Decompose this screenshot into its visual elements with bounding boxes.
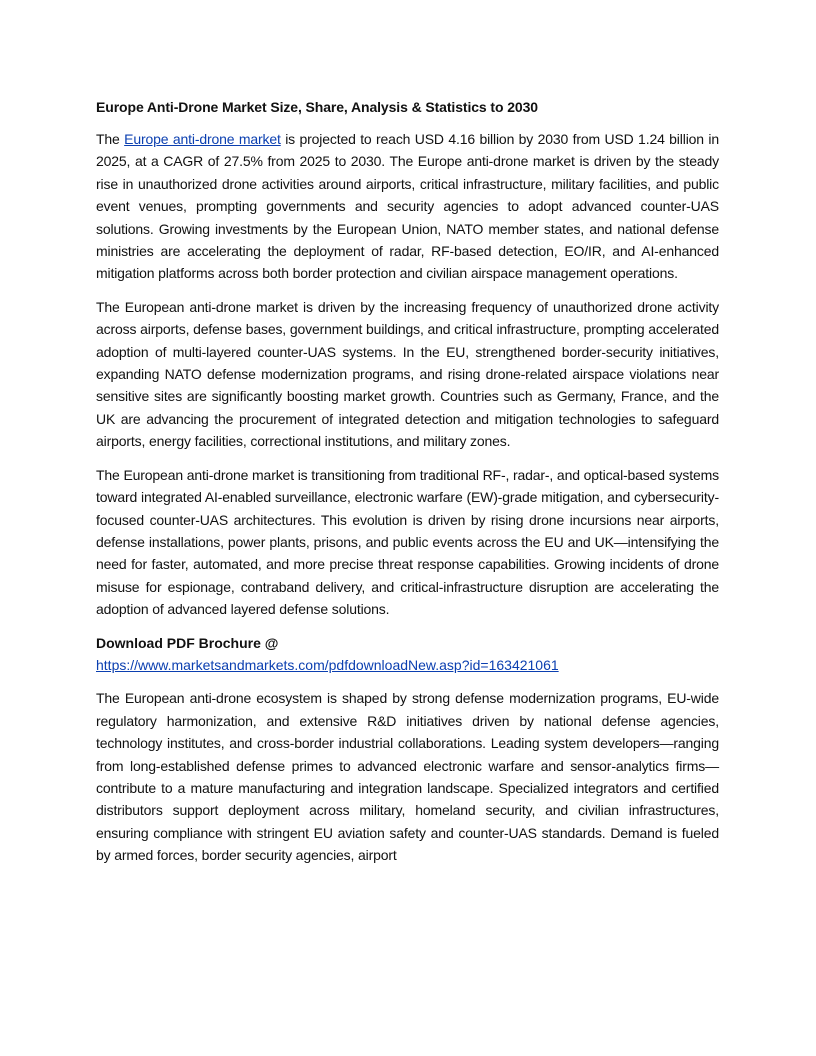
brochure-heading: Download PDF Brochure @ [96, 634, 279, 651]
intro-body: is projected to reach USD 4.16 billion by 2030 from USD 1.24 billion in 2025, at a CAGR of 27.5% from 2025 to 2030. The Europe anti-drone market is driven by the steady rise in unauthorized drone activities around airports, critical infrastructure, military facilities, and public event venues, prompting governments and security agencies to adopt advanced counter-UAS solutions. Growing investments by the European Union, NATO member states, and national defense ministries are accelerating the deployment of radar, RF-based detection, EO/IR, and AI-enhanced mitigation platforms across both border protection and civilian airspace management operations. [96, 131, 719, 282]
paragraph-ecosystem: The European anti-drone ecosystem is shaped by strong defense modernization programs, EU-wide regulatory harmonization, and extensive R&D initiatives driven by national defense agencies, technology institutes, and cross-border industrial collaborations. Leading system developers—ranging from long-established defense primes to advanced electronic warfare and sensor-analytics firms—contribute to a mature manufacturing and integration landscape. Specialized integrators and certified distributors support deployment across military, homeland security, and civilian infrastructures, ensuring compliance with stringent EU aviation safety and counter-UAS standards. Demand is fueled by armed forces, border security agencies, airport [96, 690, 719, 864]
intro-prefix: The [96, 131, 125, 147]
document-title: Europe Anti-Drone Market Size, Share, Analysis & Statistics to 2030 [96, 99, 538, 115]
europe-anti-drone-market-link[interactable]: Europe anti-drone market [124, 131, 281, 147]
paragraph-market-drivers: The European anti-drone market is driven by the increasing frequency of unauthorized drone activity across airports, defense bases, government buildings, and critical infrastructure, prompting accelerated adoption of multi-layered counter-UAS systems. In the EU, strengthened border-security initiatives, expanding NATO defense modernization programs, and rising drone-related airspace violations near sensitive sites are significantly boosting market growth. Countries such as Germany, France, and the UK are advancing the procurement of integrated detection and mitigation technologies to safeguard airports, energy facilities, correctional institutions, and military zones. [96, 298, 719, 450]
intro-paragraph [96, 128, 719, 285]
document-page [96, 96, 719, 878]
brochure-download-link[interactable]: https://www.marketsandmarkets.com/pdfdownloadNew.asp?id=163421061 [96, 656, 559, 673]
paragraph-market-transition: The European anti-drone market is transitioning from traditional RF-, radar-, and optical-based systems toward integrated AI-enabled surveillance, electronic warfare (EW)-grade mitigation, and cybersecurity-focused counter-UAS architectures. This evolution is driven by rising drone incursions near airports, defense installations, power plants, prisons, and public events across the EU and UK—intensifying the need for faster, automated, and more precise threat response capabilities. Growing incidents of drone misuse for espionage, contraband delivery, and critical-infrastructure disruption are accelerating the adoption of advanced layered defense solutions. [96, 466, 719, 618]
